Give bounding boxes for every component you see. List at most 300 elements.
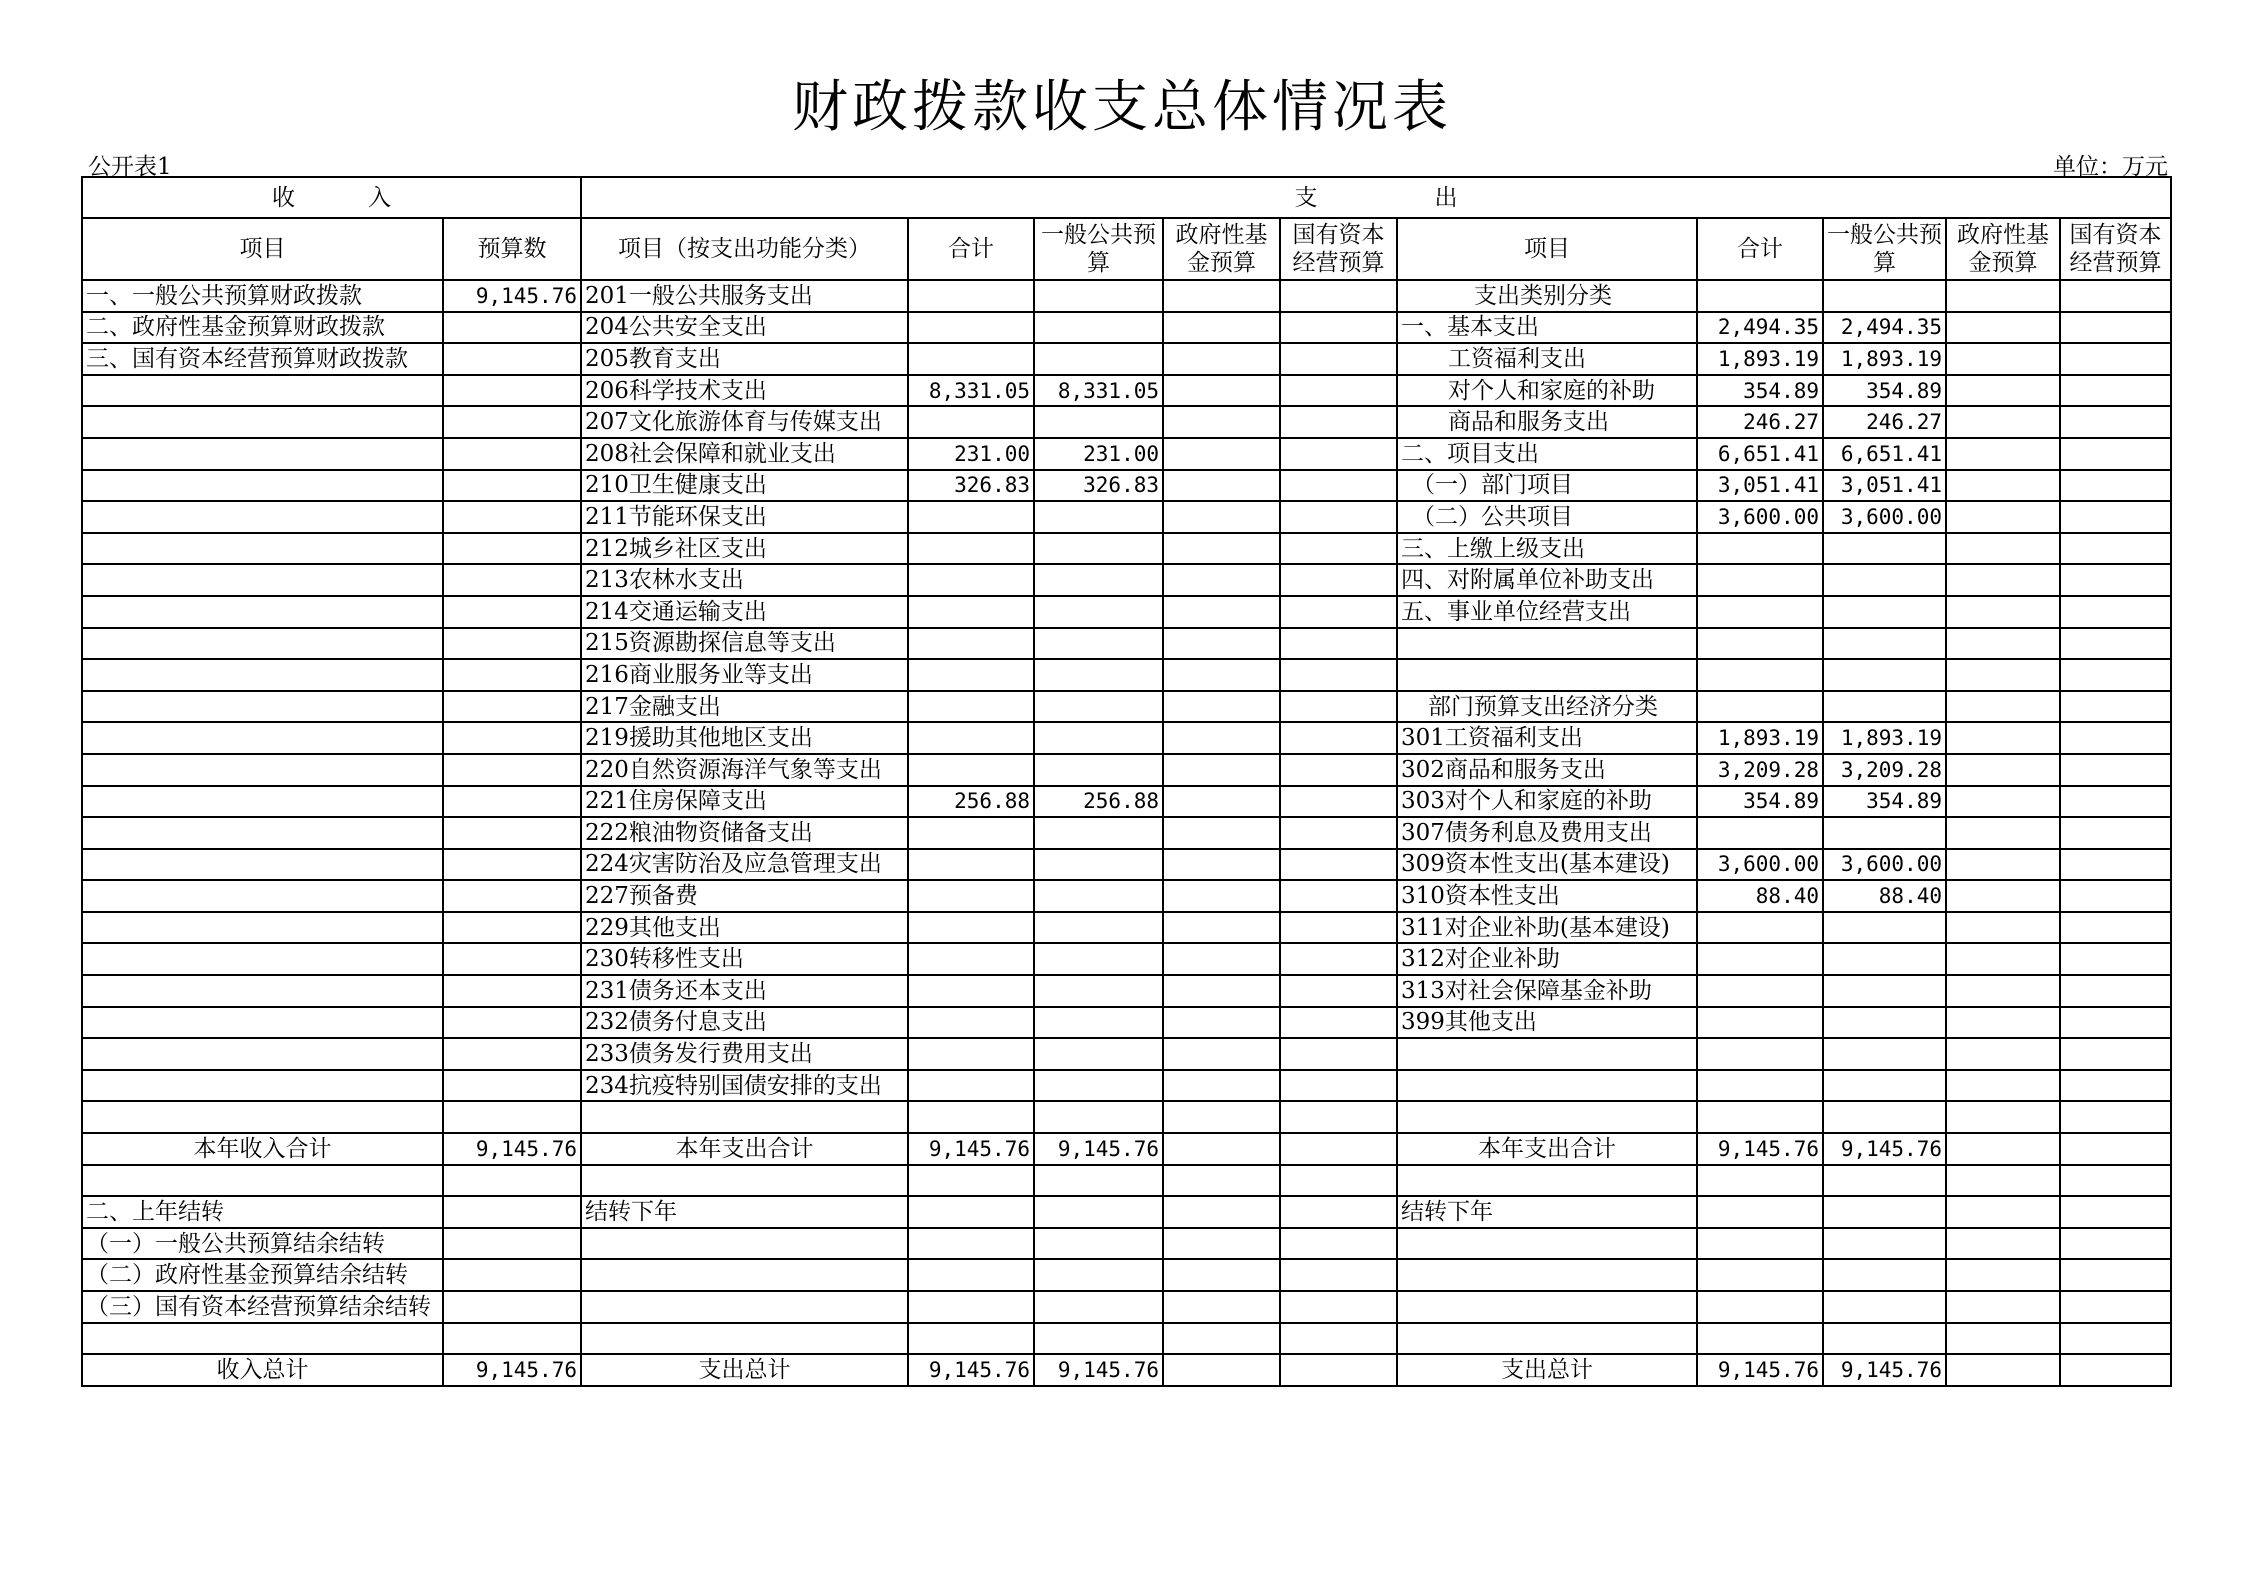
table-cell: [82, 691, 443, 723]
table-cell: [1697, 659, 1823, 691]
table-cell: [1163, 912, 1280, 944]
table-cell: [1946, 1196, 2060, 1228]
table-cell: 301工资福利支出: [1397, 722, 1697, 754]
table-cell: [1397, 1165, 1697, 1197]
table-cell: [1946, 501, 2060, 533]
table-cell: 309资本性支出(基本建设): [1397, 849, 1697, 881]
table-cell: [1823, 533, 1946, 565]
table-cell: 3,051.41: [1823, 470, 1946, 502]
table-cell: [443, 406, 581, 438]
table-row: [82, 912, 2171, 944]
table-cell: [1163, 754, 1280, 786]
table-cell: [1697, 1101, 1823, 1133]
table-cell: [908, 501, 1034, 533]
table-cell: 对个人和家庭的补助: [1397, 375, 1697, 407]
table-cell: [443, 722, 581, 754]
table-row: [82, 849, 2171, 881]
table-row: [82, 628, 2171, 660]
table-cell: 商品和服务支出: [1397, 406, 1697, 438]
table-cell: [2060, 1165, 2171, 1197]
table-cell: [1697, 975, 1823, 1007]
table-cell: [1280, 754, 1397, 786]
table-row: [82, 975, 2171, 1007]
table-cell: [1163, 406, 1280, 438]
table-cell: 311对企业补助(基本建设): [1397, 912, 1697, 944]
table-row: [82, 1323, 2171, 1355]
table-cell: [1280, 1228, 1397, 1260]
col-state-2: 国有资本经营预算: [2060, 218, 2171, 280]
table-cell: 201一般公共服务支出: [581, 280, 908, 312]
table-cell: [908, 564, 1034, 596]
table-cell: [2060, 722, 2171, 754]
table-row: [82, 312, 2171, 344]
income-group-header: 收 入: [82, 177, 581, 218]
col-fund-2: 政府性基金预算: [1946, 218, 2060, 280]
table-cell: [1697, 1259, 1823, 1291]
table-cell: [1163, 312, 1280, 344]
table-cell: [1034, 754, 1163, 786]
table-cell: [2060, 817, 2171, 849]
table-cell: [1163, 722, 1280, 754]
table-cell: [1946, 659, 2060, 691]
table-cell: [1163, 1038, 1280, 1070]
table-cell: 6,651.41: [1823, 438, 1946, 470]
table-cell: [443, 470, 581, 502]
table-cell: 本年支出合计: [1397, 1133, 1697, 1165]
table-row: [82, 880, 2171, 912]
table-cell: [82, 659, 443, 691]
table-cell: [908, 628, 1034, 660]
table-cell: [1280, 1133, 1397, 1165]
table-cell: [1034, 1228, 1163, 1260]
table-cell: [82, 975, 443, 1007]
table-cell: [2060, 1228, 2171, 1260]
table-cell: 231债务还本支出: [581, 975, 908, 1007]
table-cell: [1163, 1196, 1280, 1228]
table-cell: [1163, 1291, 1280, 1323]
table-cell: [2060, 849, 2171, 881]
table-cell: 9,145.76: [1034, 1354, 1163, 1386]
table-cell: [908, 1165, 1034, 1197]
table-cell: [82, 1007, 443, 1039]
table-cell: [1946, 1323, 2060, 1355]
table-cell: [1823, 564, 1946, 596]
table-cell: [443, 596, 581, 628]
table-row: [82, 280, 2171, 312]
table-cell: [82, 912, 443, 944]
table-cell: 2,494.35: [1823, 312, 1946, 344]
table-cell: [82, 533, 443, 565]
table-cell: [1280, 912, 1397, 944]
table-cell: [1280, 849, 1397, 881]
table-cell: [443, 1291, 581, 1323]
table-cell: [1397, 1070, 1697, 1102]
table-cell: [2060, 533, 2171, 565]
table-cell: [1034, 312, 1163, 344]
table-cell: [2060, 1101, 2171, 1133]
table-cell: [908, 1291, 1034, 1323]
table-cell: 307债务利息及费用支出: [1397, 817, 1697, 849]
table-cell: 3,600.00: [1697, 849, 1823, 881]
table-cell: 9,145.76: [443, 280, 581, 312]
table-cell: [82, 596, 443, 628]
table-cell: [1697, 1228, 1823, 1260]
table-cell: （二）政府性基金预算结余结转: [82, 1259, 443, 1291]
table-cell: [1823, 1070, 1946, 1102]
table-cell: 9,145.76: [1823, 1133, 1946, 1165]
table-cell: [1697, 564, 1823, 596]
table-cell: [443, 564, 581, 596]
table-cell: [1280, 501, 1397, 533]
table-cell: 3,600.00: [1823, 849, 1946, 881]
expense-group-header: 支 出: [581, 177, 2171, 218]
table-cell: [908, 280, 1034, 312]
table-cell: [1823, 1323, 1946, 1355]
table-cell: [1823, 1007, 1946, 1039]
table-cell: [908, 406, 1034, 438]
table-cell: [2060, 880, 2171, 912]
table-cell: [443, 754, 581, 786]
table-cell: 232债务付息支出: [581, 1007, 908, 1039]
table-cell: [443, 1196, 581, 1228]
table-row: [82, 659, 2171, 691]
table-cell: [1163, 1133, 1280, 1165]
table-cell: [908, 943, 1034, 975]
table-cell: [581, 1165, 908, 1197]
table-cell: [2060, 1133, 2171, 1165]
table-cell: [82, 754, 443, 786]
table-cell: 222粮油物资储备支出: [581, 817, 908, 849]
table-cell: [82, 786, 443, 818]
table-cell: [2060, 786, 2171, 818]
table-cell: 212城乡社区支出: [581, 533, 908, 565]
table-cell: [2060, 501, 2171, 533]
table-cell: [1034, 912, 1163, 944]
table-cell: 220自然资源海洋气象等支出: [581, 754, 908, 786]
table-cell: 3,600.00: [1823, 501, 1946, 533]
table-cell: 303对个人和家庭的补助: [1397, 786, 1697, 818]
table-cell: [1946, 880, 2060, 912]
table-cell: 224灾害防治及应急管理支出: [581, 849, 908, 881]
table-cell: [1280, 343, 1397, 375]
table-cell: [1946, 1291, 2060, 1323]
table-cell: [443, 501, 581, 533]
table-cell: [1697, 1323, 1823, 1355]
table-row: [82, 470, 2171, 502]
table-cell: [443, 628, 581, 660]
table-row: [82, 1133, 2171, 1165]
table-cell: [1280, 817, 1397, 849]
table-cell: 3,209.28: [1823, 754, 1946, 786]
table-cell: 9,145.76: [1697, 1354, 1823, 1386]
table-cell: [1697, 1196, 1823, 1228]
table-cell: [1163, 817, 1280, 849]
table-cell: [443, 849, 581, 881]
table-cell: [908, 659, 1034, 691]
table-cell: [1163, 691, 1280, 723]
table-cell: [1163, 280, 1280, 312]
col-exp-econ-item: 项目: [1397, 218, 1697, 280]
table-cell: [1034, 1038, 1163, 1070]
table-cell: [1163, 1101, 1280, 1133]
table-cell: 210卫生健康支出: [581, 470, 908, 502]
table-cell: [1946, 691, 2060, 723]
table-cell: [2060, 470, 2171, 502]
table-cell: [443, 1165, 581, 1197]
table-cell: [1034, 343, 1163, 375]
table-cell: 207文化旅游体育与传媒支出: [581, 406, 908, 438]
table-number: 公开表1: [88, 154, 172, 180]
table-cell: 6,651.41: [1697, 438, 1823, 470]
table-cell: [1697, 533, 1823, 565]
table-cell: [2060, 596, 2171, 628]
table-row: [82, 754, 2171, 786]
table-cell: [2060, 312, 2171, 344]
col-income-item: 项目: [82, 218, 443, 280]
table-cell: 231.00: [908, 438, 1034, 470]
table-row: [82, 343, 2171, 375]
table-cell: [1034, 1259, 1163, 1291]
table-cell: [443, 1101, 581, 1133]
table-cell: 本年收入合计: [82, 1133, 443, 1165]
table-cell: [82, 1323, 443, 1355]
table-cell: 二、上年结转: [82, 1196, 443, 1228]
table-cell: [1397, 1228, 1697, 1260]
table-row: [82, 438, 2171, 470]
col-total: 合计: [908, 218, 1034, 280]
table-cell: [443, 1038, 581, 1070]
table-cell: [1946, 406, 2060, 438]
table-cell: [1823, 628, 1946, 660]
page-title: 财政拨款收支总体情况表: [792, 75, 1452, 140]
table-row: [82, 691, 2171, 723]
table-cell: [443, 691, 581, 723]
table-cell: [908, 880, 1034, 912]
table-cell: 3,051.41: [1697, 470, 1823, 502]
table-cell: [82, 943, 443, 975]
table-cell: [1034, 280, 1163, 312]
table-cell: [1280, 1354, 1397, 1386]
table-cell: [82, 1070, 443, 1102]
table-cell: [1163, 1228, 1280, 1260]
col-general-2: 一般公共预算: [1823, 218, 1946, 280]
table-cell: [1946, 817, 2060, 849]
table-cell: 9,145.76: [1697, 1133, 1823, 1165]
table-cell: 1,893.19: [1697, 722, 1823, 754]
table-cell: [1946, 1354, 2060, 1386]
table-cell: 205教育支出: [581, 343, 908, 375]
table-cell: 工资福利支出: [1397, 343, 1697, 375]
table-cell: 1,893.19: [1697, 343, 1823, 375]
table-cell: [908, 849, 1034, 881]
table-cell: [1034, 1070, 1163, 1102]
table-cell: 354.89: [1823, 375, 1946, 407]
table-cell: [1280, 1323, 1397, 1355]
table-cell: [2060, 754, 2171, 786]
table-row: [82, 1007, 2171, 1039]
table-cell: [1946, 722, 2060, 754]
table-cell: 221住房保障支出: [581, 786, 908, 818]
table-cell: [908, 1323, 1034, 1355]
table-cell: [1946, 1165, 2060, 1197]
table-cell: [1280, 406, 1397, 438]
table-row: [82, 1101, 2171, 1133]
table-row: [82, 1070, 2171, 1102]
col-exp-func-item: 项目（按支出功能分类）: [581, 218, 908, 280]
table-cell: [1163, 533, 1280, 565]
table-cell: 227预备费: [581, 880, 908, 912]
table-cell: 88.40: [1823, 880, 1946, 912]
table-cell: [1697, 1038, 1823, 1070]
col-total-2: 合计: [1697, 218, 1823, 280]
table-cell: 204公共安全支出: [581, 312, 908, 344]
table-cell: [1163, 786, 1280, 818]
table-cell: [443, 659, 581, 691]
table-cell: [1034, 628, 1163, 660]
table-cell: [1163, 1259, 1280, 1291]
table-cell: [82, 880, 443, 912]
table-cell: （三）国有资本经营预算结余结转: [82, 1291, 443, 1323]
table-cell: [908, 1196, 1034, 1228]
table-cell: [82, 817, 443, 849]
table-cell: 9,145.76: [443, 1133, 581, 1165]
table-cell: 302商品和服务支出: [1397, 754, 1697, 786]
table-cell: [1280, 438, 1397, 470]
table-cell: [1823, 817, 1946, 849]
table-cell: 收入总计: [82, 1354, 443, 1386]
table-cell: [1823, 912, 1946, 944]
table-cell: 部门预算支出经济分类: [1397, 691, 1697, 723]
table-cell: [1946, 470, 2060, 502]
table-cell: 二、项目支出: [1397, 438, 1697, 470]
table-cell: [1034, 975, 1163, 1007]
table-cell: [443, 975, 581, 1007]
table-cell: [1823, 1038, 1946, 1070]
table-cell: [908, 754, 1034, 786]
table-cell: 9,145.76: [443, 1354, 581, 1386]
table-row: [82, 501, 2171, 533]
table-row: [82, 375, 2171, 407]
table-cell: [581, 1323, 908, 1355]
table-cell: [443, 375, 581, 407]
table-cell: [2060, 1007, 2171, 1039]
table-cell: [1946, 564, 2060, 596]
table-cell: [908, 722, 1034, 754]
table-cell: 354.89: [1697, 786, 1823, 818]
table-cell: [1697, 1070, 1823, 1102]
table-cell: [1946, 912, 2060, 944]
table-cell: [2060, 691, 2171, 723]
table-cell: [1397, 1038, 1697, 1070]
table-cell: [443, 1007, 581, 1039]
table-cell: [1034, 943, 1163, 975]
table-cell: [2060, 375, 2171, 407]
table-cell: [1823, 280, 1946, 312]
table-cell: [908, 691, 1034, 723]
table-cell: [1946, 1007, 2060, 1039]
table-cell: [1946, 596, 2060, 628]
table-cell: [1163, 470, 1280, 502]
table-row: [82, 596, 2171, 628]
table-cell: [1034, 659, 1163, 691]
table-cell: [908, 312, 1034, 344]
table-cell: [443, 943, 581, 975]
table-cell: [1697, 943, 1823, 975]
table-cell: [908, 1070, 1034, 1102]
table-cell: [1280, 312, 1397, 344]
group-header-row: [82, 177, 2171, 218]
table-cell: 312对企业补助: [1397, 943, 1697, 975]
table-cell: 354.89: [1823, 786, 1946, 818]
table-cell: [1034, 1101, 1163, 1133]
table-cell: 一、一般公共预算财政拨款: [82, 280, 443, 312]
table-cell: 9,145.76: [1034, 1133, 1163, 1165]
table-row: [82, 943, 2171, 975]
table-cell: [2060, 1291, 2171, 1323]
table-cell: [2060, 659, 2171, 691]
table-cell: 246.27: [1823, 406, 1946, 438]
table-cell: [2060, 1196, 2171, 1228]
table-cell: [908, 1101, 1034, 1133]
table-cell: [1946, 375, 2060, 407]
table-cell: 216商业服务业等支出: [581, 659, 908, 691]
table-cell: [82, 1038, 443, 1070]
table-cell: [1163, 375, 1280, 407]
table-cell: [1280, 628, 1397, 660]
table-cell: [1397, 1291, 1697, 1323]
table-cell: 229其他支出: [581, 912, 908, 944]
unit-label: 单位：万元: [2053, 154, 2168, 180]
table-cell: [1280, 533, 1397, 565]
table-cell: [1280, 722, 1397, 754]
col-fund: 政府性基金预算: [1163, 218, 1280, 280]
table-cell: [1034, 1007, 1163, 1039]
table-cell: [1697, 1291, 1823, 1323]
fiscal-table: [81, 176, 2172, 1387]
table-cell: [1946, 312, 2060, 344]
table-cell: [443, 1323, 581, 1355]
table-cell: [1823, 1291, 1946, 1323]
table-cell: 9,145.76: [908, 1133, 1034, 1165]
table-cell: [1946, 533, 2060, 565]
table-row: [82, 1259, 2171, 1291]
table-cell: [1280, 1007, 1397, 1039]
table-cell: [2060, 406, 2171, 438]
table-cell: [82, 470, 443, 502]
table-cell: 1,893.19: [1823, 722, 1946, 754]
table-cell: [1034, 817, 1163, 849]
table-cell: [443, 1259, 581, 1291]
table-cell: [1697, 596, 1823, 628]
table-cell: 217金融支出: [581, 691, 908, 723]
table-cell: [2060, 975, 2171, 1007]
table-cell: 二、政府性基金预算财政拨款: [82, 312, 443, 344]
table-cell: [908, 817, 1034, 849]
table-cell: 219援助其他地区支出: [581, 722, 908, 754]
table-cell: [1280, 564, 1397, 596]
table-cell: [1280, 786, 1397, 818]
table-cell: [1034, 1196, 1163, 1228]
table-row: [82, 786, 2171, 818]
table-row: [82, 722, 2171, 754]
table-cell: [1163, 1323, 1280, 1355]
table-cell: [2060, 343, 2171, 375]
table-cell: [1823, 691, 1946, 723]
table-cell: [1946, 343, 2060, 375]
table-cell: 215资源勘探信息等支出: [581, 628, 908, 660]
table-cell: [1280, 691, 1397, 723]
table-cell: [1280, 943, 1397, 975]
